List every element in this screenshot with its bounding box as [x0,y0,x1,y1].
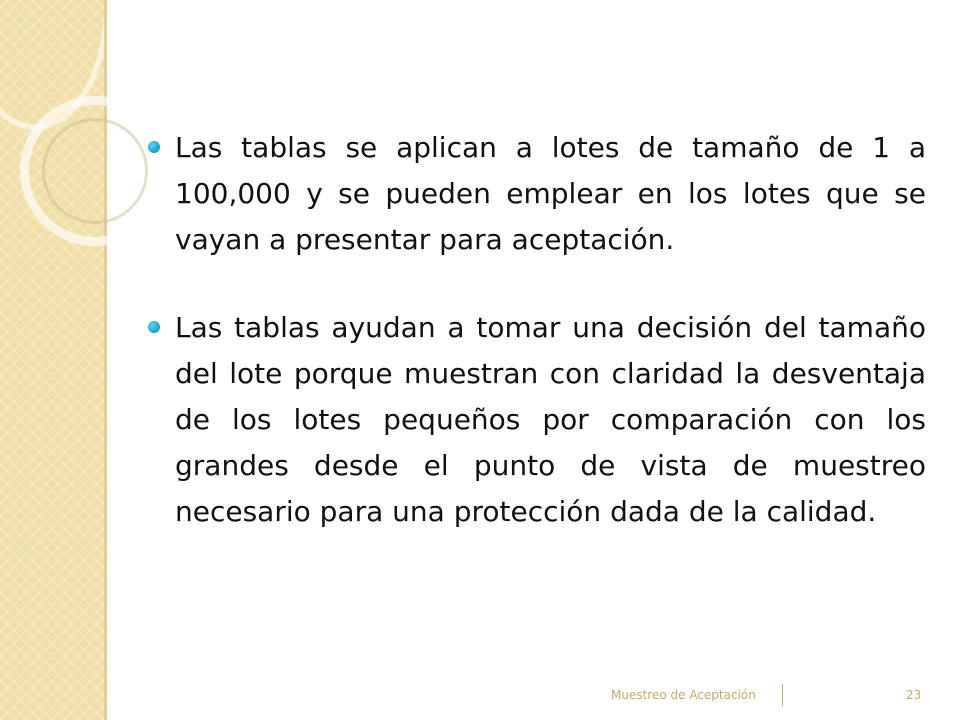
footer-divider [782,684,783,706]
slide-content [146,125,926,577]
bullet-dot-icon [148,321,160,333]
page-number: 23 [906,688,922,702]
bullet-text: Las tablas ayudan a tomar una decisión del tamaño del lote porque muestran con claridad la desventaja de los lotes pequeños por comparación con los grandes desde el punto de vista de muestreo necesario para una protección dada de la calidad. [175,311,926,528]
bullet-item [146,305,926,535]
bullet-text: Las tablas se aplican a lotes de tamaño de 1 a 100,000 y se pueden emplear en los lotes que se vayan a presentar para aceptación. [175,131,926,256]
footer-title: Muestreo de Aceptación [611,688,756,702]
bullet-item [146,125,926,263]
bullet-dot-icon [148,141,160,153]
decorative-inner-ring [42,118,148,224]
